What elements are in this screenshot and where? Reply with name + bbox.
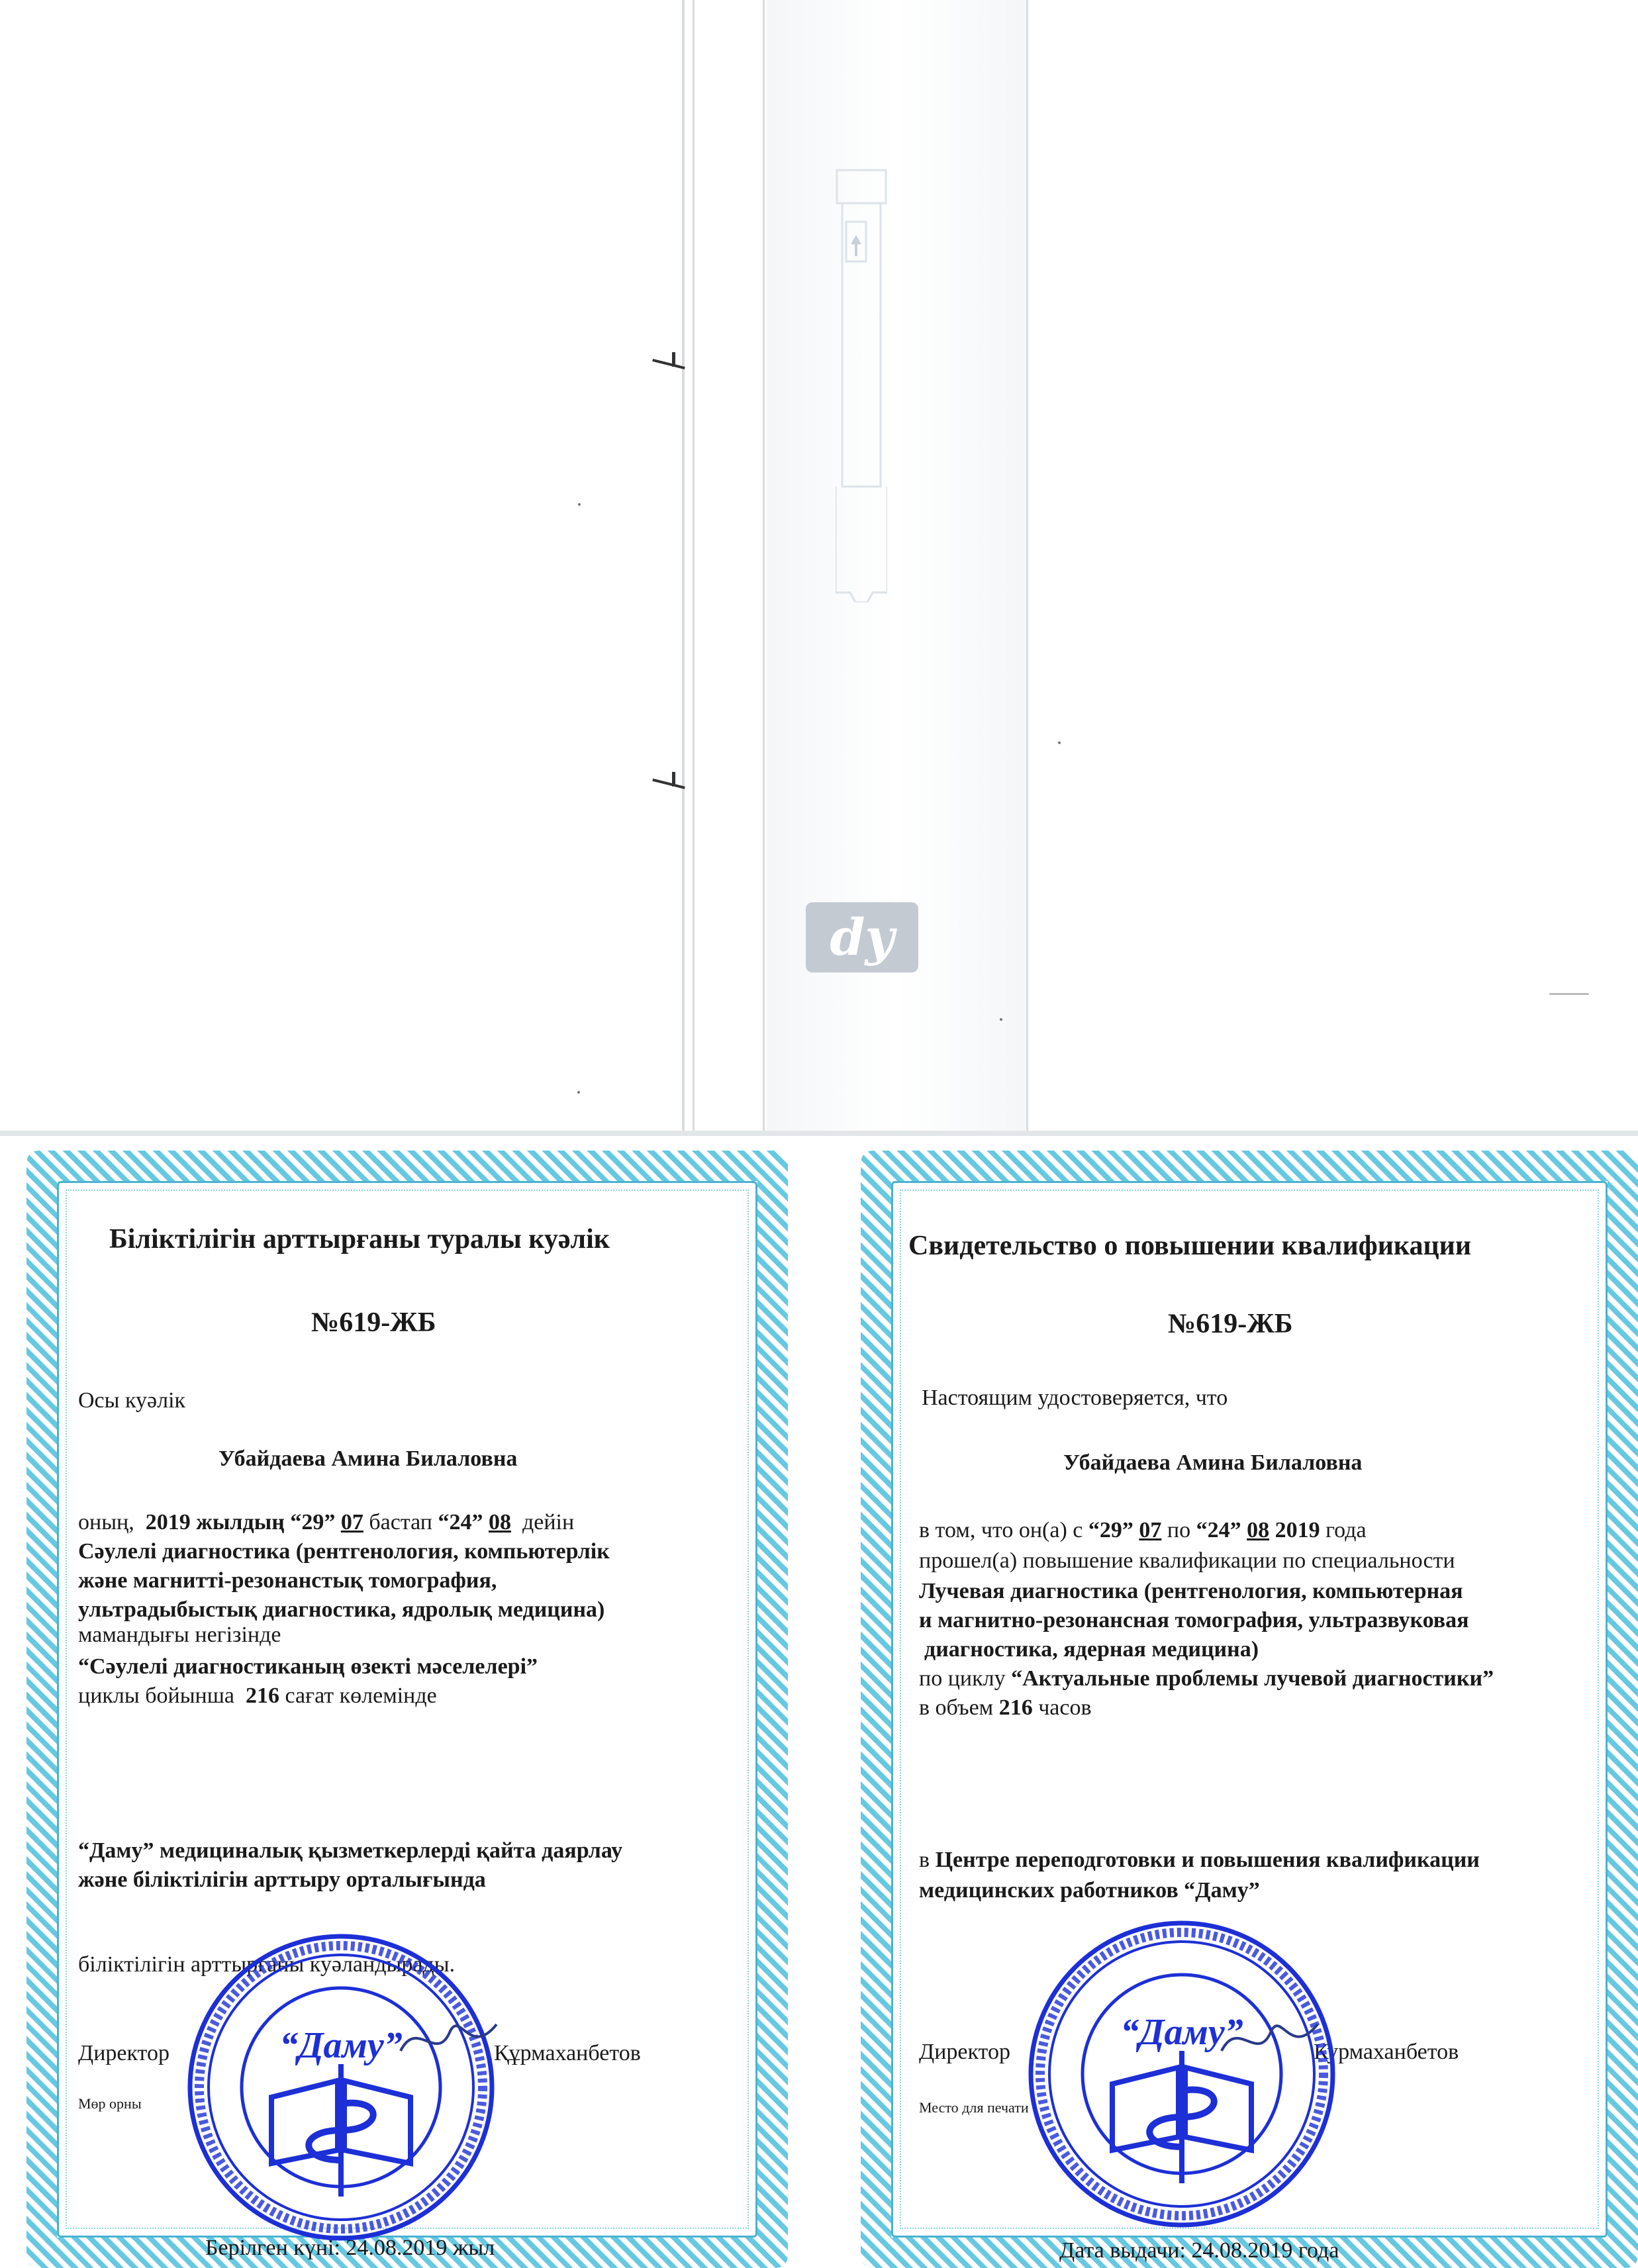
specialty-line: диагностика, ядерная медицина) [924, 1637, 1259, 1662]
director-label: Директор [78, 2041, 169, 2065]
certificate-number: №619-ЖБ [311, 1307, 436, 1338]
hours-line: циклы бойынша 216 сағат көлемінде [78, 1683, 437, 1708]
seal-place-label: Мөр орны [78, 2095, 142, 2112]
center-line: в Центре переподготовки и повышения квалификации [919, 1848, 1480, 1872]
intro-text: Настоящим удостоверяется, что [922, 1386, 1228, 1410]
scan-speck [1549, 993, 1589, 995]
scan-speck [1058, 741, 1061, 744]
center-line: және біліктілігін арттыру орталығында [78, 1867, 486, 1892]
director-name: Курмаханбетов [1314, 2040, 1459, 2064]
scanner-logo-icon: dy [806, 902, 918, 972]
specialty-line: Лучевая диагностика (рентгенология, компьютерная [919, 1579, 1463, 1603]
dam-stamp-icon [1026, 1918, 1337, 2230]
scan-speck [577, 1091, 580, 1094]
certificate-title: Свидетельство о повышении квалификации [908, 1231, 1472, 1261]
scan-speck [578, 503, 581, 506]
staple-mark [652, 359, 685, 369]
specialty-suffix: мамандығы негізінде [78, 1623, 281, 1647]
intro-text: Осы куәлік [78, 1388, 186, 1413]
scan-speck [1000, 1018, 1002, 1021]
spine-edge-line [763, 0, 765, 1135]
specialty-line: және магнитті-резонанстық томография, [78, 1568, 497, 1593]
certificate-number: №619-ЖБ [1168, 1309, 1293, 1339]
completed-text: біліктілігін арттырғаны куәландырады. [78, 1952, 456, 1977]
folder-bottom-edge [0, 1131, 1638, 1136]
staple-mark [672, 772, 675, 786]
staple-mark [672, 352, 675, 367]
spine-edge-line [1026, 0, 1028, 1135]
certificate-title: Біліктілігін арттырғаны туралы куәлік [109, 1224, 610, 1254]
stamp-center-text: “Даму” [1120, 2012, 1243, 2053]
stamp-center-text: “Даму” [279, 2025, 403, 2066]
specialty-line: Сәулелі диагностика (рентгенология, компьютерлік [78, 1539, 610, 1564]
signature-icon [1218, 2011, 1324, 2071]
cycle-line: по циклу “Актуальные проблемы лучевой диагностики” [919, 1666, 1494, 1691]
dam-stamp-icon [185, 1932, 497, 2243]
staple-mark [652, 779, 685, 789]
dates-line: оның, 2019 жылдың “29” 07 бастап “24” 08 дейін [78, 1510, 575, 1535]
director-label: Директор [919, 2040, 1010, 2064]
cycle-name: “Сәулелі диагностиканың өзекті мәселелері” [78, 1654, 538, 1679]
certificate-kazakh [26, 1151, 788, 2268]
seal-place-label: Место для печати [919, 2099, 1029, 2116]
recipient-name: Убайдаева Амина Билаловна [1063, 1450, 1363, 1475]
folder-fold-line [682, 0, 685, 1135]
dates-line: в том, что он(а) с “29” 07 по “24” 08 2019 года [919, 1518, 1367, 1542]
certificate-russian [861, 1151, 1638, 2268]
passed-text: прошел(а) повышение квалификации по специальности [919, 1548, 1455, 1573]
scanner-guide-icon [836, 169, 887, 602]
center-line: “Даму” медициналық қызметкерлерді қайта даярлау [78, 1838, 623, 1863]
issue-date: Берілген күні: 24.08.2019 жыл [205, 2236, 495, 2260]
folder-fold-line [693, 0, 695, 1135]
center-line: медицинских работников “Даму” [919, 1878, 1260, 1903]
specialty-line: и магнитно-резонансная томография, ультразвуковая [919, 1608, 1469, 1632]
recipient-name: Убайдаева Амина Билаловна [218, 1446, 518, 1471]
director-name: Құрмаханбетов [494, 2041, 641, 2065]
specialty-line: ультрадыбыстық диагностика, ядролық медицина) [78, 1597, 605, 1622]
hours-line: в объем 216 часов [919, 1695, 1092, 1720]
issue-date: Дата выдачи: 24.08.2019 года [1059, 2238, 1339, 2263]
signature-icon [397, 2011, 503, 2071]
